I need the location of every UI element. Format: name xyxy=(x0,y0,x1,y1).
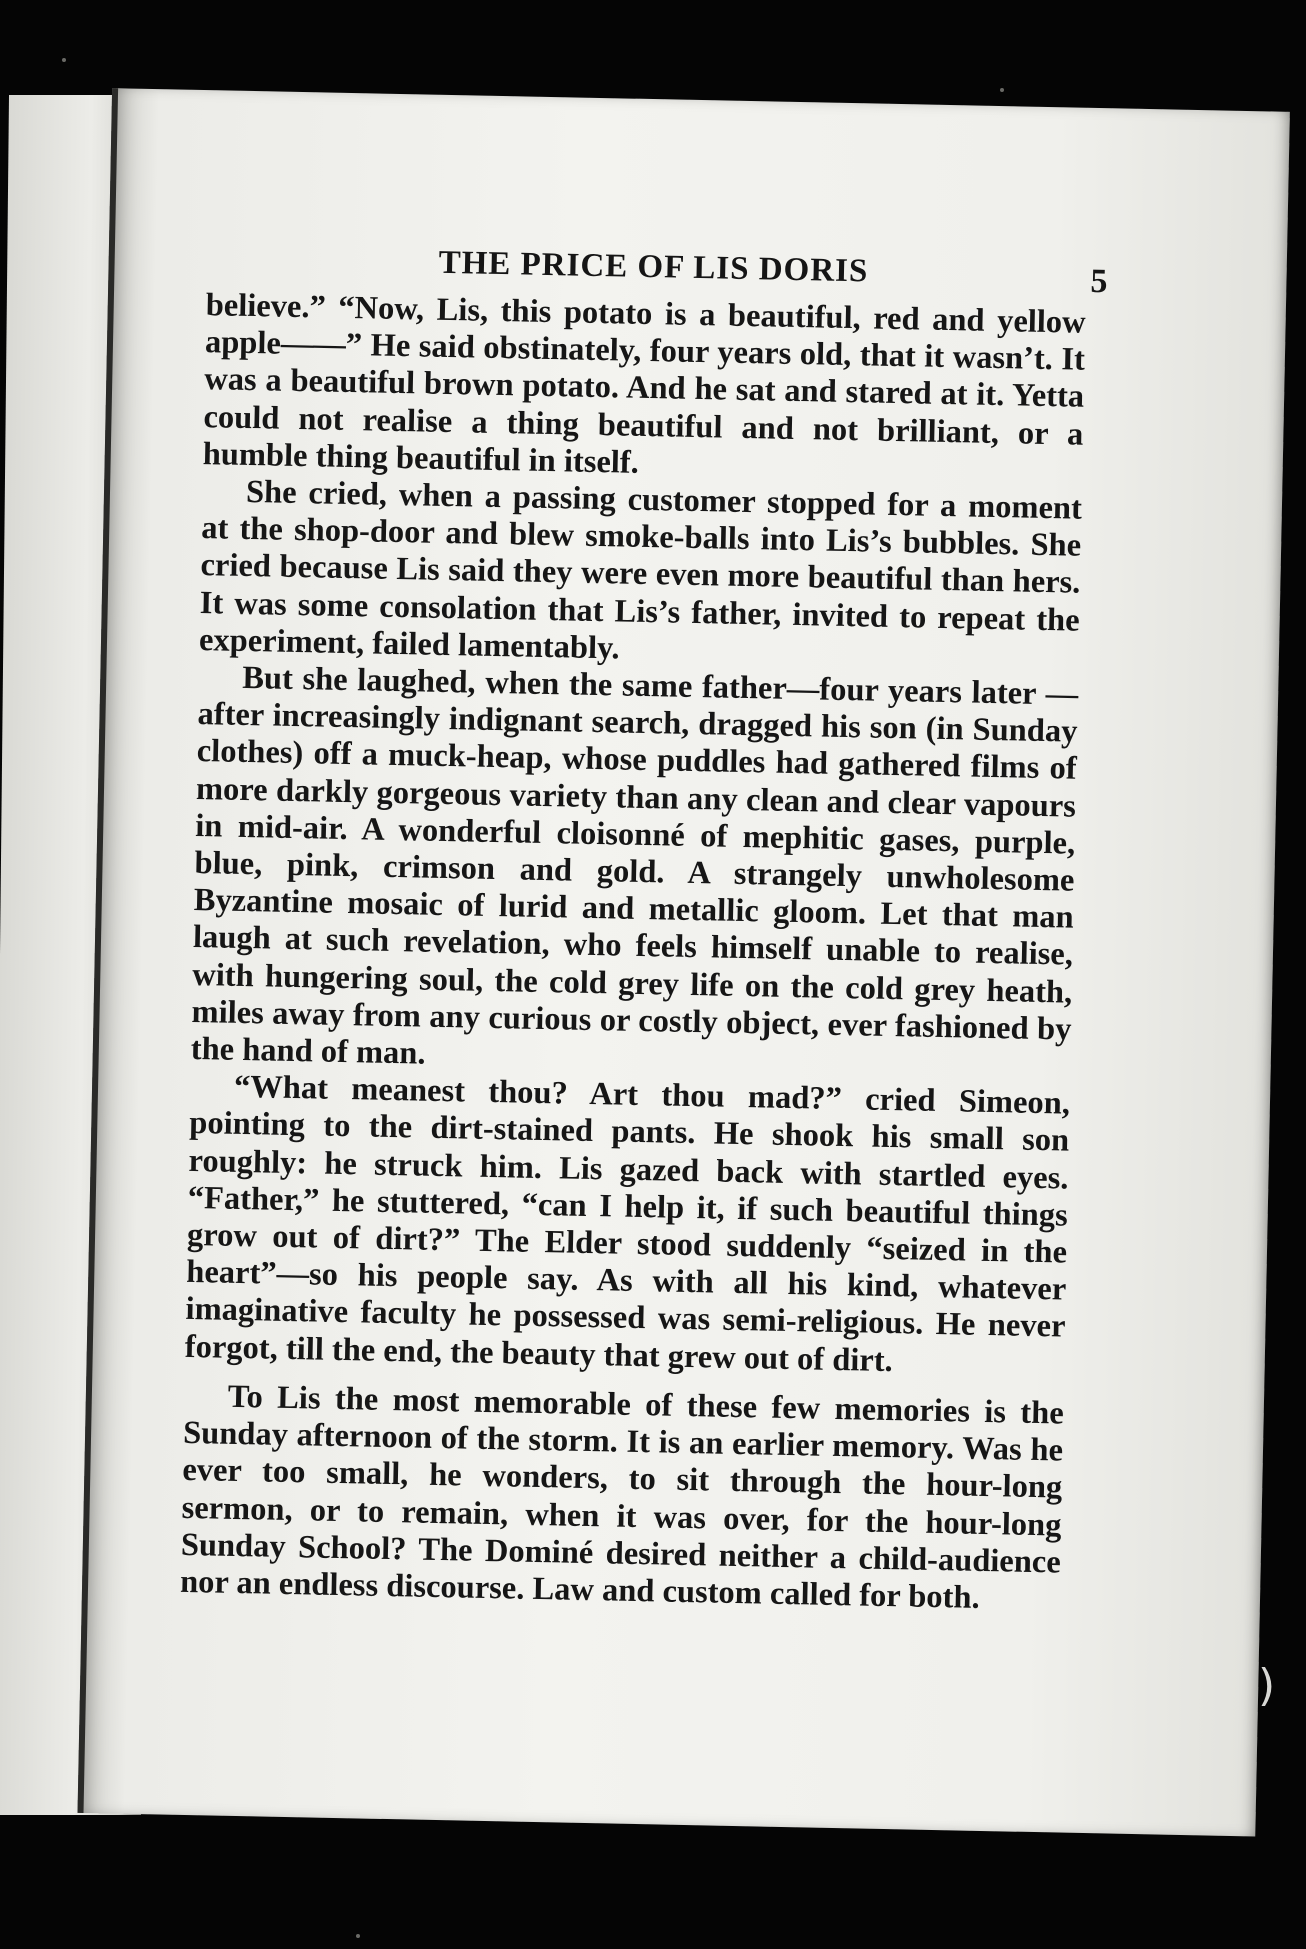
dust-speck xyxy=(1000,88,1004,92)
paragraph: She cried, when a passing customer stopped for a moment at the shop-door and blew smoke-balls into Lis’s bubbles. She cried because Lis said they were even more beautiful than hers. It was some consolation that Lis’s father, invited to repeat the experiment, failed lamentably. xyxy=(198,473,1083,667)
paragraph: But she laughed, when the same father—four years later —after increasingly indignant search, dragged his son (in Sunday clothes) off a muck-heap, whose puddles had gathered films of more darkly gorgeous variety than any clean and clear vapours in mid-air. A wonderful cloisonné of mephitic gases, purple, blue, pink, crimson and gold. A strangely unwholesome Byzantine mosaic of lurid and metallic gloom. Let that man laugh at such revelation, who feels himself unable to realise, with hungering soul, the cold grey life on the cold grey heath, miles away from any curious or costly object, ever fashioned by the hand of man. xyxy=(190,659,1079,1072)
dust-speck xyxy=(62,58,66,62)
book-page xyxy=(77,88,1289,1836)
page-edge-mark: ) xyxy=(1258,1660,1276,1711)
running-head: THE PRICE OF LIS DORIS xyxy=(438,244,869,290)
paragraph: believe.” “Now, Lis, this potato is a beautiful, red and yellow apple——” He said obstinately, four years old, that it wasn’t. It was a beautiful brown potato. And he sat and stared at it. Yetta could not realise a thing beautiful and not brilliant, or a humble thing beautiful in itself. xyxy=(202,287,1086,481)
paragraph: To Lis the most memorable of these few memories is the Sunday afternoon of the storm. It is an earlier memory. Was he ever too small, he wonders, to sit through the hour-long sermon, or to remain, when it was over, for the hour-long Sunday School? The Dominé desired neither a child-audience nor an endless discourse. Law and custom called for both. xyxy=(179,1378,1065,1616)
paragraph: “What meanest thou? Art thou mad?” cried Simeon, pointing to the dirt-stained pants. He shook his small son roughly: he struck him. Lis gazed back with startled eyes. “Father,” he stuttered, “can I help it, if such beautiful things grow out of dirt?” The Elder stood suddenly “seized in the heart”—so his people say. As with all his kind, whatever imaginative faculty he possessed was semi-religious. He never forgot, till the end, the beauty that grew out of dirt. xyxy=(184,1069,1071,1379)
page-number: 5 xyxy=(1090,262,1108,301)
body-text xyxy=(180,287,1086,1619)
dust-speck xyxy=(356,1934,360,1938)
